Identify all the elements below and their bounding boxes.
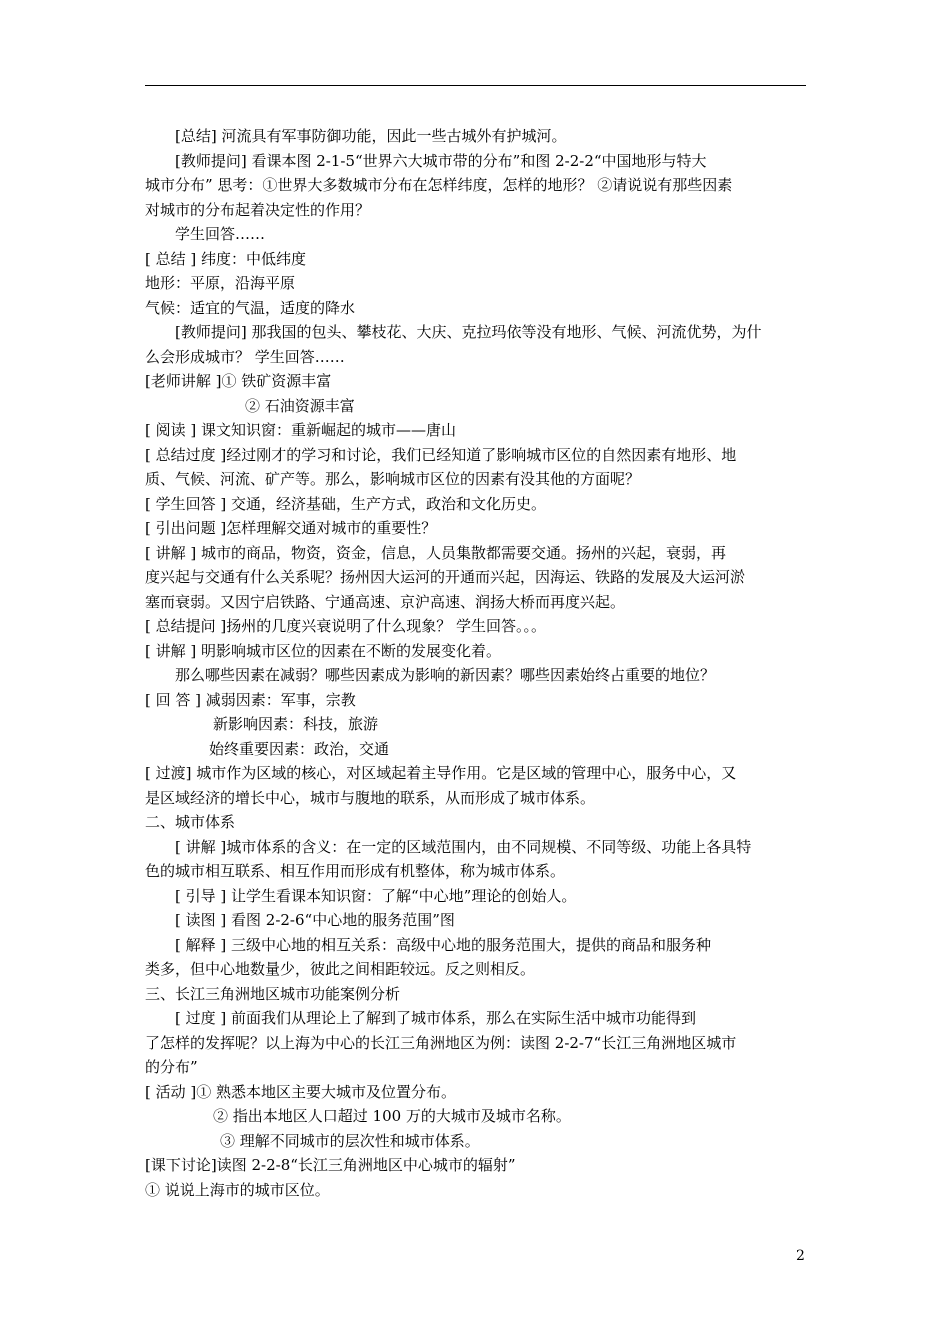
- header-rule: [145, 85, 806, 86]
- text-line: 城市分布” 思考：①世界大多数城市分布在怎样纬度，怎样的地形？ ②请说说有那些因素: [145, 176, 733, 194]
- text-line: 那么哪些因素在减弱？哪些因素成为影响的新因素？哪些因素始终占重要的地位？: [175, 666, 716, 684]
- section-heading: 三、长江三角洲地区城市功能案例分析: [145, 984, 401, 1003]
- text-line: [ 读图 ] 看图 2-2-6“中心地的服务范围”图: [175, 911, 455, 929]
- text-line: 度兴起与交通有什么关系呢？扬州因大运河的开通而兴起，因海运、铁路的发展及大运河淤: [145, 568, 746, 586]
- text-line: 类多，但中心地数量少，彼此之间相距较远。反之则相反。: [145, 960, 536, 978]
- text-line: 气候：适宜的气温，适度的降水: [145, 298, 356, 317]
- text-line: [ 活动 ]① 熟悉本地区主要大城市及位置分布。: [145, 1082, 457, 1101]
- text-line: 对城市的分布起着决定性的作用？: [145, 200, 371, 219]
- text-line: 新影响因素：科技，旅游: [213, 715, 379, 733]
- text-line: 质、气候、河流、矿产等。那么，影响城市区位的因素有没其他的方面呢？: [145, 470, 641, 488]
- text-line: [教师提问] 那我国的包头、攀枝花、大庆、克拉玛依等没有地形、气候、河流优势，为什: [175, 323, 762, 341]
- text-line: 色的城市相互联系、相互作用而形成有机整体，称为城市体系。: [145, 862, 566, 880]
- text-line: [ 过度 ] 前面我们从理论上了解到了城市体系，那么在实际生活中城市功能得到: [175, 1009, 697, 1027]
- text-line: 的分布”: [145, 1058, 198, 1076]
- text-line: [ 讲解 ]城市体系的含义：在一定的区域范围内，由不同规模、不同等级、功能上各具特: [175, 837, 752, 856]
- text-line: ③ 理解不同城市的层次性和城市体系。: [220, 1131, 480, 1150]
- text-line: [ 引导 ] 让学生看课本知识窗：了解“中心地”理论的创始人。: [175, 886, 577, 905]
- text-line: [课下讨论]读图 2-2-8“长江三角洲地区中心城市的辐射”: [145, 1156, 516, 1174]
- text-line: [ 回 答 ] 减弱因素：军事，宗教: [145, 690, 356, 709]
- text-line: [ 解释 ] 三级中心地的相互关系：高级中心地的服务范围大，提供的商品和服务种: [175, 935, 712, 954]
- text-line: [ 总结提问 ]扬州的几度兴衰说明了什么现象？ 学生回答。。。: [145, 617, 547, 635]
- text-line: 了怎样的发挥呢？以上海为中心的长江三角洲地区为例：读图 2-2-7“长江三角洲地区城市: [145, 1033, 737, 1052]
- text-line: [ 阅读 ] 课文知识窗：重新崛起的城市——唐山: [145, 421, 457, 439]
- text-line: 塞而衰弱。又因宁启铁路、宁通高速、京沪高速、润扬大桥而再度兴起。: [145, 592, 626, 611]
- section-heading: 二、城市体系: [145, 813, 236, 831]
- text-line: 始终重要因素：政治，交通: [209, 739, 390, 758]
- text-line: 学生回答……: [175, 225, 266, 243]
- text-line: 么会形成城市？ 学生回答……: [145, 347, 345, 366]
- text-line: ① 说说上海市的城市区位。: [145, 1180, 330, 1199]
- text-line: ② 指出本地区人口超过 100 万的大城市及城市名称。: [213, 1107, 571, 1125]
- text-line: [ 讲解 ] 明影响城市区位的因素在不断的发展变化着。: [145, 641, 502, 660]
- text-line: 地形：平原，沿海平原: [145, 274, 296, 292]
- document-body: [145, 124, 810, 1202]
- text-line: [ 引出问题 ]怎样理解交通对城市的重要性？: [145, 519, 437, 537]
- text-line: [ 学生回答 ] 交通，经济基础，生产方式，政治和文化历史。: [145, 494, 547, 513]
- page-number: 2: [796, 1248, 805, 1264]
- text-line: [教师提问] 看课本图 2-1-5“世界六大城市带的分布”和图 2-2-2“中国地形与特大: [175, 151, 707, 170]
- text-line: ② 石油资源丰富: [245, 396, 355, 415]
- text-line: [总结] 河流具有军事防御功能，因此一些古城外有护城河。: [175, 127, 567, 145]
- text-line: 是区域经济的增长中心，城市与腹地的联系，从而形成了城市体系。: [145, 788, 596, 807]
- text-line: [老师讲解 ]① 铁矿资源丰富: [145, 372, 332, 390]
- text-line: [ 讲解 ] 城市的商品，物资，资金，信息，人员集散都需要交通。扬州的兴起，衰弱，再: [145, 543, 727, 562]
- text-line: [ 总结过度 ]经过刚才的学习和讨论，我们已经知道了影响城市区位的自然因素有地形、地: [145, 445, 737, 464]
- text-line: [ 总结 ] 纬度：中低纬度: [145, 249, 307, 268]
- text-line: [ 过渡] 城市作为区域的核心，对区域起着主导作用。它是区域的管理中心，服务中心，又: [145, 764, 737, 782]
